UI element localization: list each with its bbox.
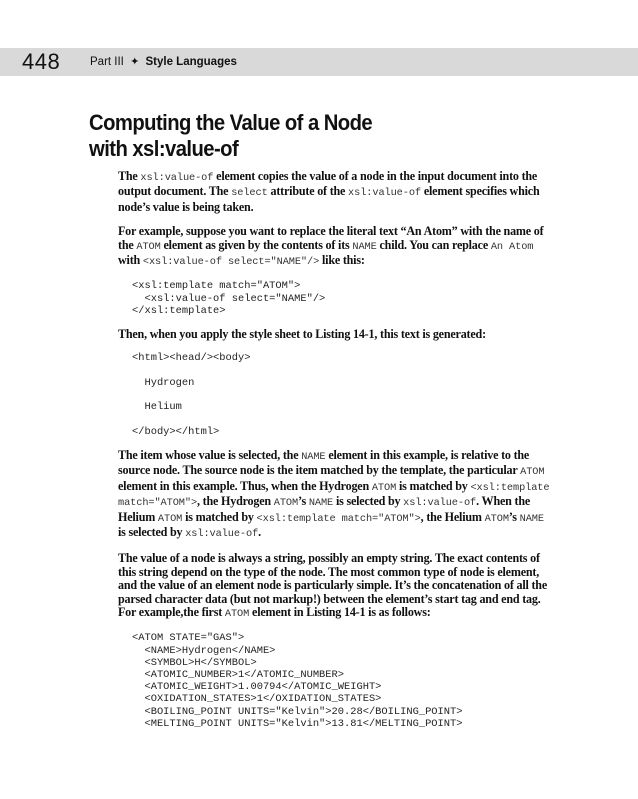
code-listing-atom bbox=[132, 632, 550, 730]
code-line: <OXIDATION_STATES>1</OXIDATION_STATES> bbox=[132, 693, 382, 706]
paragraph-1 bbox=[118, 170, 550, 214]
code-line-blank bbox=[132, 389, 550, 401]
text-run: like this: bbox=[319, 253, 365, 268]
text-run: is matched by bbox=[396, 478, 471, 493]
text-run: . bbox=[258, 524, 261, 539]
text-run: element in Listing 14-1 is as follows: bbox=[249, 604, 431, 619]
inline-code: xsl:value-of bbox=[185, 527, 259, 540]
code-listing-output bbox=[132, 352, 550, 437]
paragraph-3: Then, when you apply the style sheet to Listing 14-1, this text is generated: bbox=[118, 327, 486, 342]
inline-code: ATOM bbox=[520, 466, 545, 479]
inline-code: xsl:value-of bbox=[348, 187, 421, 200]
inline-code: xsl:value-of bbox=[403, 497, 477, 510]
code-line: <MELTING_POINT UNITS="Kelvin">13.81</MELTING_POINT> bbox=[132, 717, 463, 730]
code-line: </body></html> bbox=[132, 425, 220, 438]
body-text bbox=[118, 170, 550, 741]
text-run: For example, suppose you want to replace the literal text “An Atom” with the name of the bbox=[118, 224, 544, 252]
diamond-separator-icon: ✦ bbox=[130, 56, 140, 68]
inline-code: ATOM bbox=[371, 481, 397, 494]
inline-code: NAME bbox=[352, 240, 377, 253]
text-run: ’s bbox=[508, 509, 520, 524]
code-line: <html><head/><body> bbox=[132, 352, 251, 365]
code-line: <xsl:template match="ATOM"> bbox=[132, 280, 301, 293]
inline-code: ATOM bbox=[157, 512, 183, 525]
code-line: Helium bbox=[132, 401, 182, 414]
code-line: <BOILING_POINT UNITS="Kelvin">20.28</BOILING_POINT> bbox=[132, 705, 463, 718]
code-line: <xsl:value-of select="NAME"/> bbox=[132, 292, 326, 305]
text-run: element specifies which node’s value is being taken. bbox=[118, 184, 540, 214]
text-run: The value of a node is always a string, possibly an empty string. The exact contents of this string depend on the type of the node. The most common type of node is element, and the value of an element node is particularly simple. It’s the concatenation of all the parsed character data (but not markup!) between the element’s start tag and end tag. For example,the first bbox=[118, 551, 547, 619]
page-number: 448 bbox=[22, 49, 61, 74]
inline-code: select bbox=[231, 187, 268, 200]
text-run: element in this example. Thus, when the Hydrogen bbox=[118, 478, 372, 493]
paragraph-2 bbox=[118, 225, 550, 269]
text-run: is matched by bbox=[182, 509, 257, 524]
text-run: The bbox=[118, 169, 141, 183]
text-run: element copies the value of a node in the input document into the output document. The bbox=[118, 169, 538, 199]
inline-code: xsl:value-of bbox=[140, 172, 214, 184]
text-run: element as given by the contents of its bbox=[160, 237, 353, 252]
inline-code: ATOM bbox=[484, 512, 509, 525]
inline-code: <xsl:template match="ATOM"> bbox=[256, 512, 421, 525]
text-run: , the Helium bbox=[420, 509, 485, 524]
part-label: Part III bbox=[90, 56, 124, 68]
inline-code: <xsl:template match="ATOM"> bbox=[118, 481, 550, 510]
inline-code: ATOM bbox=[136, 240, 161, 253]
inline-code: <xsl:value-of select="NAME"/> bbox=[142, 256, 320, 269]
code-line: <ATOMIC_WEIGHT>1.00794</ATOMIC_WEIGHT> bbox=[132, 681, 382, 694]
inline-code: An Atom bbox=[490, 240, 534, 253]
inline-code: NAME bbox=[301, 450, 326, 463]
section-label: Style Languages bbox=[145, 56, 237, 68]
section-title bbox=[89, 110, 372, 162]
text-run: child. You can replace bbox=[376, 237, 491, 252]
inline-code: NAME bbox=[308, 497, 334, 510]
text-run: The item whose value is selected, the bbox=[118, 447, 302, 462]
inline-code: NAME bbox=[519, 512, 544, 525]
code-line: <ATOM STATE="GAS"> bbox=[132, 632, 245, 645]
section-title-line1: Computing the Value of a Node bbox=[89, 110, 373, 135]
paragraph-4 bbox=[118, 449, 550, 541]
code-line: <ATOMIC_NUMBER>1</ATOMIC_NUMBER> bbox=[132, 668, 345, 681]
inline-code: ATOM bbox=[273, 497, 299, 510]
code-line: <NAME>Hydrogen</NAME> bbox=[132, 644, 276, 657]
text-run: element in this example, is relative to the source node. The source node is the item matched by the template, the particular bbox=[118, 447, 530, 478]
code-listing-template bbox=[132, 280, 550, 317]
text-run: , the Hydrogen bbox=[197, 494, 274, 509]
inline-code: ATOM bbox=[224, 607, 250, 620]
code-line-blank bbox=[132, 365, 550, 377]
section-title-line2: with xsl:value-of bbox=[89, 136, 239, 161]
code-line: Hydrogen bbox=[132, 376, 195, 389]
text-run: with bbox=[118, 253, 143, 268]
text-run: attribute of the bbox=[267, 184, 349, 199]
code-line: <SYMBOL>H</SYMBOL> bbox=[132, 656, 257, 669]
paragraph-5 bbox=[118, 552, 550, 621]
code-line: </xsl:template> bbox=[132, 304, 226, 317]
text-run: ’s bbox=[298, 494, 309, 509]
running-head bbox=[90, 48, 237, 76]
code-line-blank bbox=[132, 413, 550, 425]
text-run: is selected by bbox=[333, 494, 404, 509]
text-run: . When the Helium bbox=[118, 494, 531, 524]
text-run: is selected by bbox=[118, 524, 186, 539]
